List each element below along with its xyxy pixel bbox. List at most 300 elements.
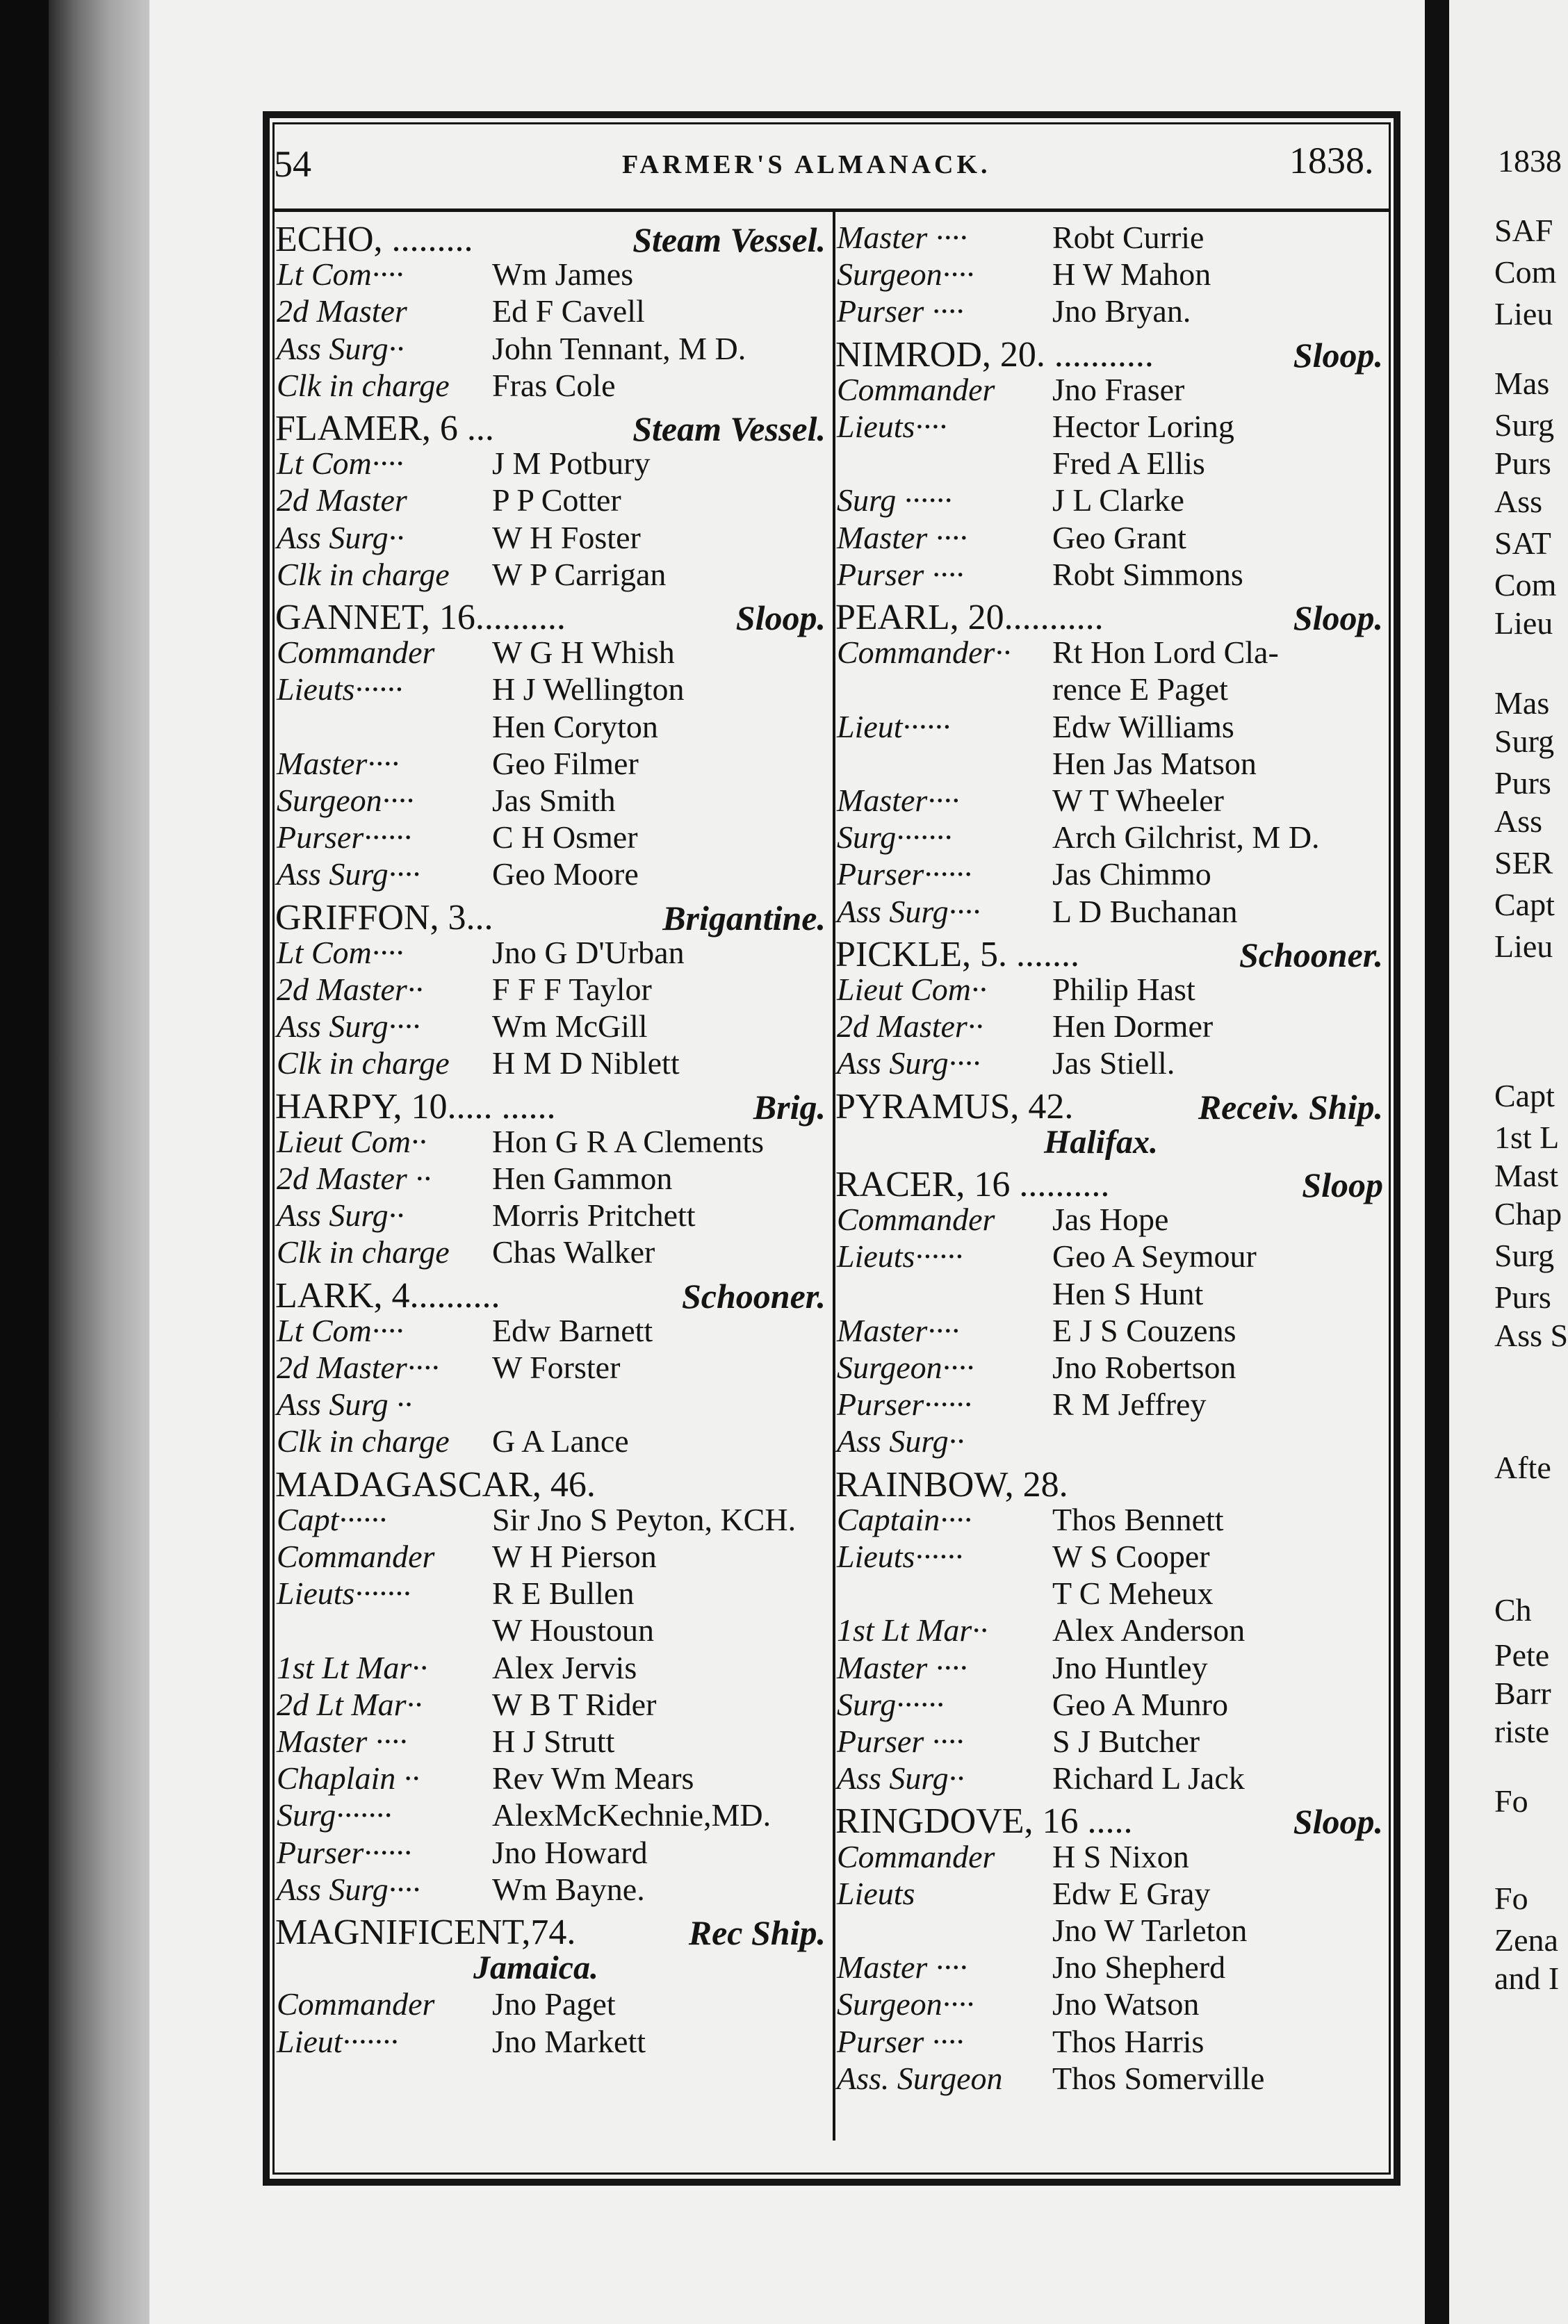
officer-rank: Master ···· xyxy=(837,519,967,555)
officer-rank: 2d Master·· xyxy=(277,972,423,1007)
next-page-fragment: Ass xyxy=(1494,803,1543,839)
officer-name: Hen Dormer xyxy=(1052,1008,1214,1045)
next-page-fragment: 1838 xyxy=(1498,143,1562,179)
officer-rank: Purser······ xyxy=(277,1834,412,1870)
officer-rank: Master ···· xyxy=(837,220,967,255)
officer-name: Edw Williams xyxy=(1052,708,1234,744)
officer-entry xyxy=(835,1949,1389,1986)
officer-rank: Lieut······ xyxy=(837,708,951,744)
officer-name: Alex Anderson xyxy=(1052,1612,1246,1648)
officer-entry xyxy=(835,2060,1389,2097)
officer-rank: Surgeon···· xyxy=(277,783,414,818)
next-page-fragment: Purs xyxy=(1494,445,1551,481)
officer-entry xyxy=(275,1234,831,1271)
officer-rank: Ass Surg···· xyxy=(837,1045,981,1081)
officer-rank: Master···· xyxy=(837,783,960,818)
officer-rank: Purser ···· xyxy=(837,293,964,329)
next-page-fragment: Capt xyxy=(1494,887,1555,922)
officer-rank: 1st Lt Mar·· xyxy=(277,1649,428,1685)
officer-rank: Purser······ xyxy=(837,1386,972,1423)
officer-name: Richard L Jack xyxy=(1052,1760,1245,1797)
officer-name: W B T Rider xyxy=(492,1686,657,1722)
officer-rank: Commander xyxy=(837,1838,995,1874)
officer-name: Morris Pritchett xyxy=(492,1197,696,1234)
officer-rank: Commander xyxy=(277,1986,435,2022)
officer-entry xyxy=(835,293,1389,330)
officer-name: W P Carrigan xyxy=(492,556,667,592)
officer-entry xyxy=(835,1986,1389,2023)
officer-rank: Surgeon···· xyxy=(837,1350,974,1385)
officer-name: Sir Jno S Peyton, KCH. xyxy=(492,1501,797,1537)
ship-heading xyxy=(835,597,1389,639)
ship-heading xyxy=(835,934,1389,976)
officer-rank: Surg······· xyxy=(277,1797,392,1833)
officer-name: W G H Whish xyxy=(492,635,675,671)
officer-name: Jno Watson xyxy=(1052,1986,1200,2022)
next-page-fragment: Capt xyxy=(1494,1078,1555,1113)
officer-entry xyxy=(835,708,1389,746)
officer-entry xyxy=(835,893,1389,931)
officer-rank: Ass Surg·· xyxy=(277,519,405,555)
officer-entry xyxy=(835,1275,1389,1313)
officer-entry xyxy=(835,1008,1389,1045)
officer-rank: Surgeon···· xyxy=(837,1986,974,2022)
ship-station-text: Jamaica. xyxy=(473,1949,598,1987)
next-page-fragment: SAT xyxy=(1494,525,1551,561)
ship-station xyxy=(835,1123,1389,1162)
officer-name: rence E Paget xyxy=(1052,671,1228,707)
officer-entry xyxy=(275,1723,831,1760)
officer-name: Jno Markett xyxy=(492,2023,646,2059)
officer-rank: Chaplain ·· xyxy=(277,1760,420,1797)
ship-heading xyxy=(835,334,1389,376)
officer-entry xyxy=(835,1201,1389,1238)
next-page-edge xyxy=(1449,0,1568,2324)
officer-entry xyxy=(835,1312,1389,1350)
officer-name: Jno Shepherd xyxy=(1052,1949,1226,1986)
ship-name: FLAMER, 6 ... xyxy=(275,409,494,448)
officer-name: H J Wellington xyxy=(492,671,685,707)
officer-name: Jno G D'Urban xyxy=(492,934,685,970)
officer-name: Wm McGill xyxy=(492,1008,648,1045)
officer-entry xyxy=(275,1871,831,1908)
officer-rank: Clk in charge xyxy=(277,1423,450,1459)
officer-entry xyxy=(835,519,1389,557)
ship-heading xyxy=(275,897,831,939)
ship-name: LARK, 4.......... xyxy=(275,1275,500,1316)
next-page-fragment: Mas xyxy=(1494,366,1550,401)
next-page-fragment: Fo xyxy=(1494,1783,1528,1819)
officer-entry xyxy=(835,1612,1389,1649)
officer-name: W Forster xyxy=(492,1350,621,1385)
officer-entry xyxy=(835,371,1389,409)
officer-entry xyxy=(275,745,831,783)
officer-entry xyxy=(275,708,831,746)
officer-entry xyxy=(835,1538,1389,1576)
ship-type: Sloop. xyxy=(1293,598,1383,637)
ship-type: Rec Ship. xyxy=(688,1913,826,1952)
officer-name: Hen S Hunt xyxy=(1052,1275,1204,1311)
officer-entry xyxy=(275,1386,831,1423)
officer-name: Jno Fraser xyxy=(1052,371,1185,407)
officer-name: Arch Gilchrist, M D. xyxy=(1052,819,1320,856)
officer-entry xyxy=(275,1349,831,1386)
next-page-fragment: SAF xyxy=(1494,213,1553,248)
officer-name: Jas Smith xyxy=(492,783,616,818)
officer-name: Ed F Cavell xyxy=(492,293,645,329)
next-page-fragment: Zena xyxy=(1494,1922,1558,1958)
officer-rank: Master ···· xyxy=(837,1949,967,1986)
officer-entry xyxy=(835,1912,1389,1949)
next-page-fragment: Afte xyxy=(1494,1450,1551,1485)
officer-rank: 1st Lt Mar·· xyxy=(837,1612,988,1648)
officer-name: J M Potbury xyxy=(492,445,651,482)
ship-name: RAINBOW, 28. xyxy=(835,1464,1068,1505)
officer-rank: Master ···· xyxy=(837,1649,967,1685)
officer-entry xyxy=(835,819,1389,856)
officer-entry xyxy=(275,2023,831,2061)
ship-heading xyxy=(275,408,831,450)
officer-rank: Ass Surg···· xyxy=(277,1008,420,1045)
officer-rank: Ass Surg·· xyxy=(277,330,405,366)
officer-name: W H Pierson xyxy=(492,1539,657,1574)
ship-name: NIMROD, 20. ........... xyxy=(835,334,1154,375)
officer-entry xyxy=(275,671,831,708)
officer-name: Edw Barnett xyxy=(492,1312,653,1348)
officer-rank: Master ···· xyxy=(277,1724,407,1759)
officer-rank: Ass Surg·· xyxy=(837,1423,965,1459)
officer-name: Hen Gammon xyxy=(492,1161,673,1196)
officer-name: Rt Hon Lord Cla- xyxy=(1052,635,1279,671)
ship-name: PYRAMUS, 42. xyxy=(835,1086,1074,1127)
officer-entry xyxy=(275,256,831,293)
officer-name: Hector Loring xyxy=(1052,409,1234,444)
officer-name: Jno Bryan. xyxy=(1052,293,1191,329)
next-page-fragment: Mast xyxy=(1494,1158,1558,1193)
officer-rank: Lieuts······ xyxy=(837,1238,963,1275)
officer-rank: Captain···· xyxy=(837,1501,972,1537)
officer-rank: Lt Com···· xyxy=(277,445,404,482)
officer-name: John Tennant, M D. xyxy=(492,330,746,366)
officer-entry xyxy=(835,1838,1389,1876)
officer-rank: Purser ···· xyxy=(837,1724,964,1759)
page-year: 1838. xyxy=(1289,140,1374,181)
next-page-fragment: Lieu xyxy=(1494,605,1553,641)
running-title: FARMER'S ALMANACK. xyxy=(622,150,991,179)
officer-entry xyxy=(275,1575,831,1612)
ship-type: Steam Vessel. xyxy=(632,409,826,448)
officer-entry xyxy=(275,1538,831,1576)
officer-entry xyxy=(835,408,1389,445)
officer-rank: Commander xyxy=(837,1202,995,1238)
next-page-fragment: riste xyxy=(1494,1714,1550,1749)
officer-rank: Ass Surg···· xyxy=(277,1871,420,1907)
officer-entry xyxy=(835,1875,1389,1913)
officer-name: S J Butcher xyxy=(1052,1724,1200,1759)
next-page-fragment: Com xyxy=(1494,567,1557,603)
officer-rank: Surg ······ xyxy=(837,482,952,518)
next-page-fragment: Fo xyxy=(1494,1881,1528,1916)
officer-name: Jno Huntley xyxy=(1052,1649,1208,1685)
officer-rank: 2d Master·· xyxy=(837,1008,983,1045)
officer-rank: Lieut······· xyxy=(277,2023,399,2059)
officer-name: R E Bullen xyxy=(492,1576,635,1612)
officer-rank: Clk in charge xyxy=(277,1234,450,1270)
officer-name: Robt Currie xyxy=(1052,220,1204,255)
officer-rank: Lieuts···· xyxy=(837,409,947,444)
officer-entry xyxy=(275,482,831,519)
officer-entry xyxy=(275,1501,831,1539)
officer-rank: Capt······ xyxy=(277,1501,387,1537)
next-page-fragment: Purs xyxy=(1494,765,1551,801)
officer-entry xyxy=(275,782,831,819)
officer-rank: Ass Surg·· xyxy=(837,1760,965,1797)
officer-rank: Lt Com···· xyxy=(277,1312,404,1348)
next-page-fragment: and I xyxy=(1494,1961,1560,1996)
officer-rank: Ass. Surgeon xyxy=(837,2060,1003,2096)
officer-name: W S Cooper xyxy=(1052,1539,1210,1574)
officer-entry xyxy=(275,634,831,671)
officer-rank: 2d Master xyxy=(277,482,407,518)
next-page-fragment: Surg xyxy=(1494,1238,1555,1273)
officer-entry xyxy=(835,556,1389,594)
ship-name: PICKLE, 5. ....... xyxy=(835,934,1079,974)
officer-entry xyxy=(275,519,831,557)
officer-entry xyxy=(835,256,1389,293)
officer-rank: Commander xyxy=(277,1539,435,1574)
officer-rank: Ass Surg ·· xyxy=(277,1386,413,1423)
ship-name: ECHO, ......... xyxy=(275,220,473,259)
officer-entry xyxy=(275,1045,831,1082)
officer-name: Jno Robertson xyxy=(1052,1350,1236,1385)
next-page-fragment: 1st L xyxy=(1494,1120,1560,1155)
ship-type: Sloop. xyxy=(1293,1802,1383,1842)
officer-entry xyxy=(275,1797,831,1834)
ship-heading xyxy=(275,597,831,639)
officer-name: L D Buchanan xyxy=(1052,893,1238,929)
officer-rank: Surg······· xyxy=(837,819,952,856)
officer-entry xyxy=(835,1760,1389,1797)
officer-name: Wm Bayne. xyxy=(492,1871,645,1907)
officer-name: Jno W Tarleton xyxy=(1052,1913,1248,1948)
officer-entry xyxy=(275,1649,831,1687)
officer-entry xyxy=(835,1423,1389,1460)
ship-name: HARPY, 10..... ...... xyxy=(275,1086,556,1127)
officer-rank: 2d Master···· xyxy=(277,1350,439,1385)
officer-name: Thos Bennett xyxy=(1052,1501,1224,1537)
officer-rank: Lieut Com·· xyxy=(277,1123,427,1159)
officer-name: Edw E Gray xyxy=(1052,1875,1211,1911)
officer-entry xyxy=(275,1423,831,1460)
officer-name: Thos Harris xyxy=(1052,2023,1204,2059)
ship-station xyxy=(275,1949,831,1988)
officer-name: Geo Filmer xyxy=(492,745,639,781)
officer-name: H W Mahon xyxy=(1052,256,1211,293)
officer-entry xyxy=(275,367,831,404)
ship-type: Schooner. xyxy=(681,1276,826,1316)
ship-heading xyxy=(835,1801,1389,1842)
ship-type: Sloop. xyxy=(1293,335,1383,375)
officer-entry xyxy=(275,856,831,893)
officer-name: Jno Howard xyxy=(492,1834,648,1870)
ship-type: Receiv. Ship. xyxy=(1198,1087,1383,1127)
ship-station-text: Halifax. xyxy=(1044,1123,1158,1161)
officer-name: W H Foster xyxy=(492,519,641,555)
ship-heading xyxy=(835,1164,1389,1206)
officer-rank: Lieuts xyxy=(837,1875,915,1911)
ship-type: Schooner. xyxy=(1239,935,1383,974)
officer-name: Fras Cole xyxy=(492,367,616,403)
ship-heading xyxy=(275,1086,831,1128)
ship-heading xyxy=(835,1086,1389,1128)
officer-rank: Purser······ xyxy=(277,819,412,856)
next-page-fragment: Ass S xyxy=(1494,1318,1568,1353)
page-number: 54 xyxy=(274,143,311,185)
officer-rank: Master···· xyxy=(277,745,400,781)
ship-type: Brigantine. xyxy=(662,898,826,938)
officer-entry xyxy=(275,1986,831,2023)
next-page-fragment: Chap xyxy=(1494,1196,1562,1231)
officer-rank: Purser ···· xyxy=(837,2023,964,2059)
officer-entry xyxy=(835,482,1389,519)
officer-name: Jas Chimmo xyxy=(1052,856,1211,892)
ship-heading xyxy=(835,1464,1389,1506)
officer-entry xyxy=(835,2023,1389,2061)
officer-name: Alex Jervis xyxy=(492,1649,637,1685)
officer-entry xyxy=(275,556,831,594)
header-rule xyxy=(275,208,1389,212)
officer-rank: Commander xyxy=(277,635,435,671)
officer-name: Hen Coryton xyxy=(492,708,658,744)
officer-rank: Master···· xyxy=(837,1312,960,1348)
book-spine xyxy=(49,0,160,2324)
officer-name: Philip Hast xyxy=(1052,972,1195,1007)
officer-rank: Surgeon···· xyxy=(837,256,974,293)
officer-entry xyxy=(835,1686,1389,1724)
officer-entry xyxy=(275,1008,831,1045)
officer-name: Jno Paget xyxy=(492,1986,616,2022)
officer-entry xyxy=(835,1386,1389,1423)
officer-name: Wm James xyxy=(492,256,634,293)
officer-entry xyxy=(835,219,1389,256)
officer-entry xyxy=(275,1160,831,1197)
officer-name: C H Osmer xyxy=(492,819,638,856)
ship-heading xyxy=(275,1275,831,1317)
officer-entry xyxy=(835,1349,1389,1386)
next-page-fragment: Lieu xyxy=(1494,928,1553,964)
officer-name: Jas Stiell. xyxy=(1052,1045,1175,1081)
officer-name: Geo Grant xyxy=(1052,519,1186,555)
officer-entry xyxy=(275,293,831,330)
officer-name: F F F Taylor xyxy=(492,972,652,1007)
officer-entry xyxy=(275,934,831,972)
ship-heading xyxy=(275,1912,831,1954)
officer-name: Hon G R A Clements xyxy=(492,1123,765,1159)
officer-entry xyxy=(835,971,1389,1008)
ship-heading xyxy=(275,1464,831,1506)
next-page-fragment: Purs xyxy=(1494,1279,1551,1315)
ship-name: MAGNIFICENT,74. xyxy=(275,1913,576,1952)
officer-entry xyxy=(275,1312,831,1350)
officer-rank: Clk in charge xyxy=(277,1045,450,1081)
ship-type: Brig. xyxy=(753,1087,826,1127)
next-page-fragment: Com xyxy=(1494,254,1557,290)
officer-rank: Lieuts······· xyxy=(277,1576,411,1612)
ship-name: PEARL, 20........... xyxy=(835,598,1104,637)
officer-name: Thos Somerville xyxy=(1052,2060,1265,2096)
next-page-fragment: Surg xyxy=(1494,723,1555,759)
officer-name: Geo Moore xyxy=(492,856,639,892)
officer-entry xyxy=(835,1575,1389,1612)
officer-name: Geo A Munro xyxy=(1052,1686,1228,1722)
officer-entry xyxy=(835,1238,1389,1275)
next-page-fragment: SER xyxy=(1494,845,1553,881)
officer-name: H M D Niblett xyxy=(492,1045,680,1081)
officer-rank: Purser ···· xyxy=(837,556,964,592)
officer-entry xyxy=(275,1123,831,1161)
officer-rank: Commander·· xyxy=(837,635,1011,671)
officer-name: H J Strutt xyxy=(492,1724,615,1759)
officer-rank: 2d Lt Mar·· xyxy=(277,1686,423,1722)
officer-rank: 2d Master xyxy=(277,293,407,329)
ship-type: Steam Vessel. xyxy=(632,220,826,259)
officer-entry xyxy=(275,1834,831,1872)
officer-rank: Surg······ xyxy=(837,1686,945,1722)
officer-rank: Lieuts······ xyxy=(277,671,403,707)
officer-name: G A Lance xyxy=(492,1423,629,1459)
next-page-fragment: Ass xyxy=(1494,484,1543,519)
officer-rank: 2d Master ·· xyxy=(277,1161,432,1196)
officer-rank: Lieuts······ xyxy=(837,1539,963,1574)
officer-entry xyxy=(275,971,831,1008)
officer-name: Rev Wm Mears xyxy=(492,1760,694,1797)
officer-entry xyxy=(275,1760,831,1797)
page-gutter xyxy=(1425,0,1449,2324)
officer-entry xyxy=(835,671,1389,708)
ship-name: GANNET, 16.......... xyxy=(275,598,566,637)
officer-entry xyxy=(835,856,1389,893)
officer-entry xyxy=(835,745,1389,783)
officer-entry xyxy=(275,1686,831,1724)
officer-name: J L Clarke xyxy=(1052,482,1184,518)
officer-entry xyxy=(275,445,831,482)
next-page-fragment: Barr xyxy=(1494,1676,1551,1711)
officer-name: Chas Walker xyxy=(492,1234,655,1270)
officer-rank: Ass Surg···· xyxy=(837,893,981,929)
officer-entry xyxy=(275,819,831,856)
next-page-fragment: Pete xyxy=(1494,1637,1550,1673)
ship-type: Sloop. xyxy=(735,598,826,637)
ship-name: RINGDOVE, 16 ..... xyxy=(835,1801,1133,1842)
next-page-fragment: Mas xyxy=(1494,685,1550,721)
officer-rank: Commander xyxy=(837,371,995,407)
next-page-fragment: Ch xyxy=(1494,1592,1532,1628)
officer-rank: Ass Surg···· xyxy=(277,856,420,892)
officer-rank: Clk in charge xyxy=(277,556,450,592)
officer-entry xyxy=(835,1723,1389,1760)
officer-entry xyxy=(835,634,1389,671)
officer-name: P P Cotter xyxy=(492,482,621,518)
officer-entry xyxy=(835,445,1389,482)
officer-name: R M Jeffrey xyxy=(1052,1386,1207,1423)
officer-entry xyxy=(275,330,831,368)
ship-heading xyxy=(275,219,831,261)
ship-name: GRIFFON, 3... xyxy=(275,897,493,938)
officer-name: Geo A Seymour xyxy=(1052,1238,1257,1275)
officer-name: Hen Jas Matson xyxy=(1052,745,1257,781)
officer-entry xyxy=(835,1045,1389,1082)
officer-name: E J S Couzens xyxy=(1052,1312,1236,1348)
